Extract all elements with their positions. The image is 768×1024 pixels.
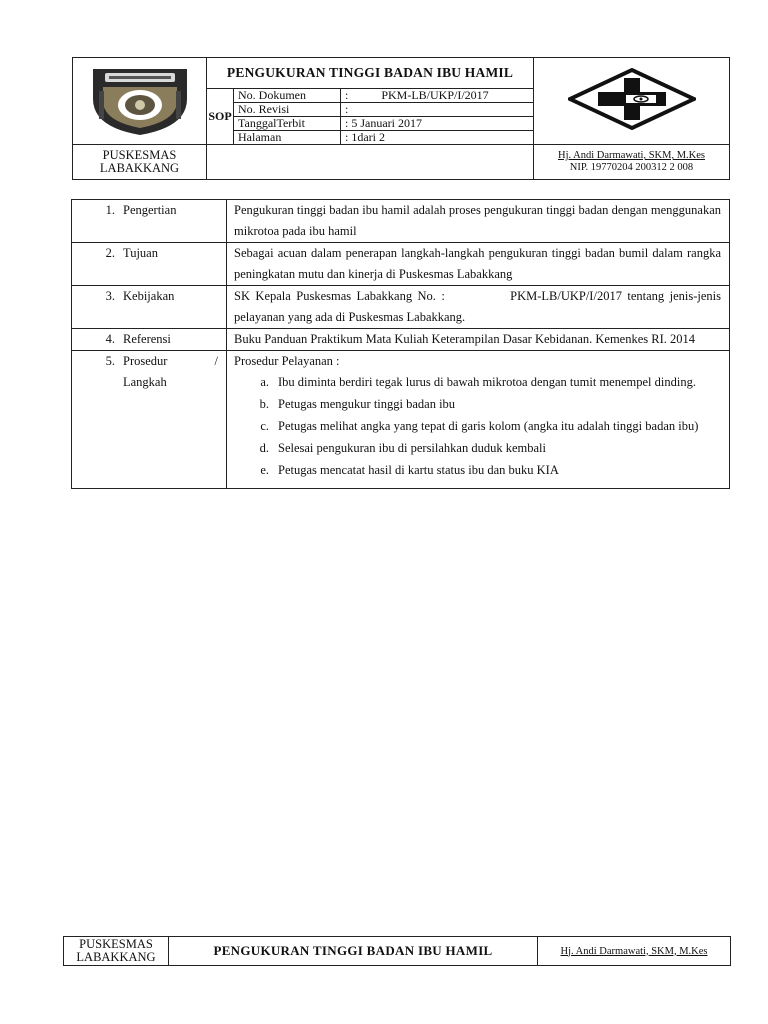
meta-row — [234, 131, 533, 145]
label-part: Langkah — [123, 375, 167, 389]
list-item — [234, 372, 721, 393]
procedure-intro: Prosedur Pelayanan : — [234, 354, 340, 368]
sop-label: SOP — [207, 89, 234, 145]
label-part: Prosedur — [123, 354, 168, 368]
section-text — [227, 351, 730, 489]
section-label: Tujuan — [123, 243, 227, 286]
list-item — [234, 416, 721, 437]
step-marker: a. — [260, 375, 269, 389]
section-label — [123, 351, 227, 489]
section-label: Referensi — [123, 329, 227, 351]
meta-key: TanggalTerbit — [234, 117, 341, 131]
signer-name: Hj. Andi Darmawati, SKM, M.Kes — [558, 150, 705, 161]
signer-name: Hj. Andi Darmawati, SKM, M.Kes — [560, 945, 708, 957]
org-line: LABAKKANG — [76, 950, 156, 964]
list-item — [234, 460, 721, 481]
org-line: PUSKESMAS — [102, 148, 177, 162]
regency-crest-icon — [85, 61, 195, 137]
organization-name — [73, 145, 207, 180]
right-logo-cell — [534, 58, 730, 145]
step-marker: e. — [260, 463, 269, 477]
section-text: Buku Panduan Praktikum Mata Kuliah Keterampilan Dasar Kebidanan. Kemenkes RI. 2014 — [227, 329, 730, 351]
meta-value: : PKM-LB/UKP/I/2017 — [341, 89, 534, 103]
org-line: PUSKESMAS — [79, 937, 153, 951]
step-marker: b. — [259, 397, 269, 411]
meta-row — [234, 89, 533, 103]
org-line: LABAKKANG — [99, 161, 180, 175]
footer-organization — [64, 937, 169, 966]
meta-row — [234, 103, 533, 117]
meta-key: Halaman — [234, 131, 341, 145]
section-row — [72, 243, 730, 286]
section-number: 2. — [72, 243, 124, 286]
section-number: 1. — [72, 200, 124, 243]
step-text: Ibu diminta berdiri tegak lurus di bawah mikrotoa dengan tumit menempel dinding. — [278, 375, 696, 389]
section-row-procedure — [72, 351, 730, 489]
footer-signer — [538, 937, 731, 966]
document-meta-cell — [234, 89, 534, 145]
puskesmas-cross-icon — [568, 68, 696, 130]
meta-key: No. Dokumen — [234, 89, 341, 103]
section-row — [72, 200, 730, 243]
sop-header-table — [72, 57, 730, 180]
step-text: Selesai pengukuran ibu di persilahkan duduk kembali — [278, 441, 546, 455]
meta-value: : 1dari 2 — [345, 130, 385, 144]
label-line — [123, 351, 218, 372]
blank-cell — [207, 145, 534, 180]
label-slash: / — [214, 354, 218, 368]
procedure-steps — [234, 372, 721, 481]
signer-nip: NIP. 19770204 200312 2 008 — [569, 162, 694, 173]
meta-row — [234, 117, 533, 131]
footer-title: PENGUKURAN TINGGI BADAN IBU HAMIL — [169, 937, 538, 966]
list-item — [234, 394, 721, 415]
step-text: Petugas mencatat hasil di kartu status ibu dan buku KIA — [278, 463, 559, 477]
document-meta-table — [234, 89, 533, 144]
document-title: PENGUKURAN TINGGI BADAN IBU HAMIL — [207, 58, 534, 89]
section-label: Pengertian — [123, 200, 227, 243]
step-marker: d. — [259, 441, 269, 455]
meta-value: : 5 Januari 2017 — [341, 117, 534, 131]
section-row — [72, 286, 730, 329]
section-row — [72, 329, 730, 351]
sop-body-table — [71, 199, 730, 489]
section-number: 3. — [72, 286, 124, 329]
section-text: SK Kepala Puskesmas Labakkang No. : PKM-LB/UKP/I/2017 tentang jenis-jenis pelayanan yang ada di Puskesmas Labakkang. — [227, 286, 730, 329]
section-number: 5. — [72, 351, 124, 489]
section-text: Pengukuran tinggi badan ibu hamil adalah proses pengukuran tinggi badan dengan menggunakan mikrotoa pada ibu hamil — [227, 200, 730, 243]
step-text: Petugas mengukur tinggi badan ibu — [278, 397, 456, 411]
signature-block — [534, 145, 730, 180]
sop-footer-table — [63, 936, 731, 966]
section-number: 4. — [72, 329, 124, 351]
step-marker: c. — [260, 419, 269, 433]
section-label: Kebijakan — [123, 286, 227, 329]
step-text: Petugas melihat angka yang tepat di garis kolom (angka itu adalah tinggi badan ibu) — [278, 419, 699, 433]
meta-value: : — [341, 103, 534, 117]
list-item — [234, 438, 721, 459]
meta-key: No. Revisi — [234, 103, 341, 117]
section-text: Sebagai acuan dalam penerapan langkah-langkah pengukuran tinggi badan bumil dalam rangka peningkatan mutu dan kinerja di Puskesmas Labakkang — [227, 243, 730, 286]
left-logo-cell — [73, 58, 207, 145]
